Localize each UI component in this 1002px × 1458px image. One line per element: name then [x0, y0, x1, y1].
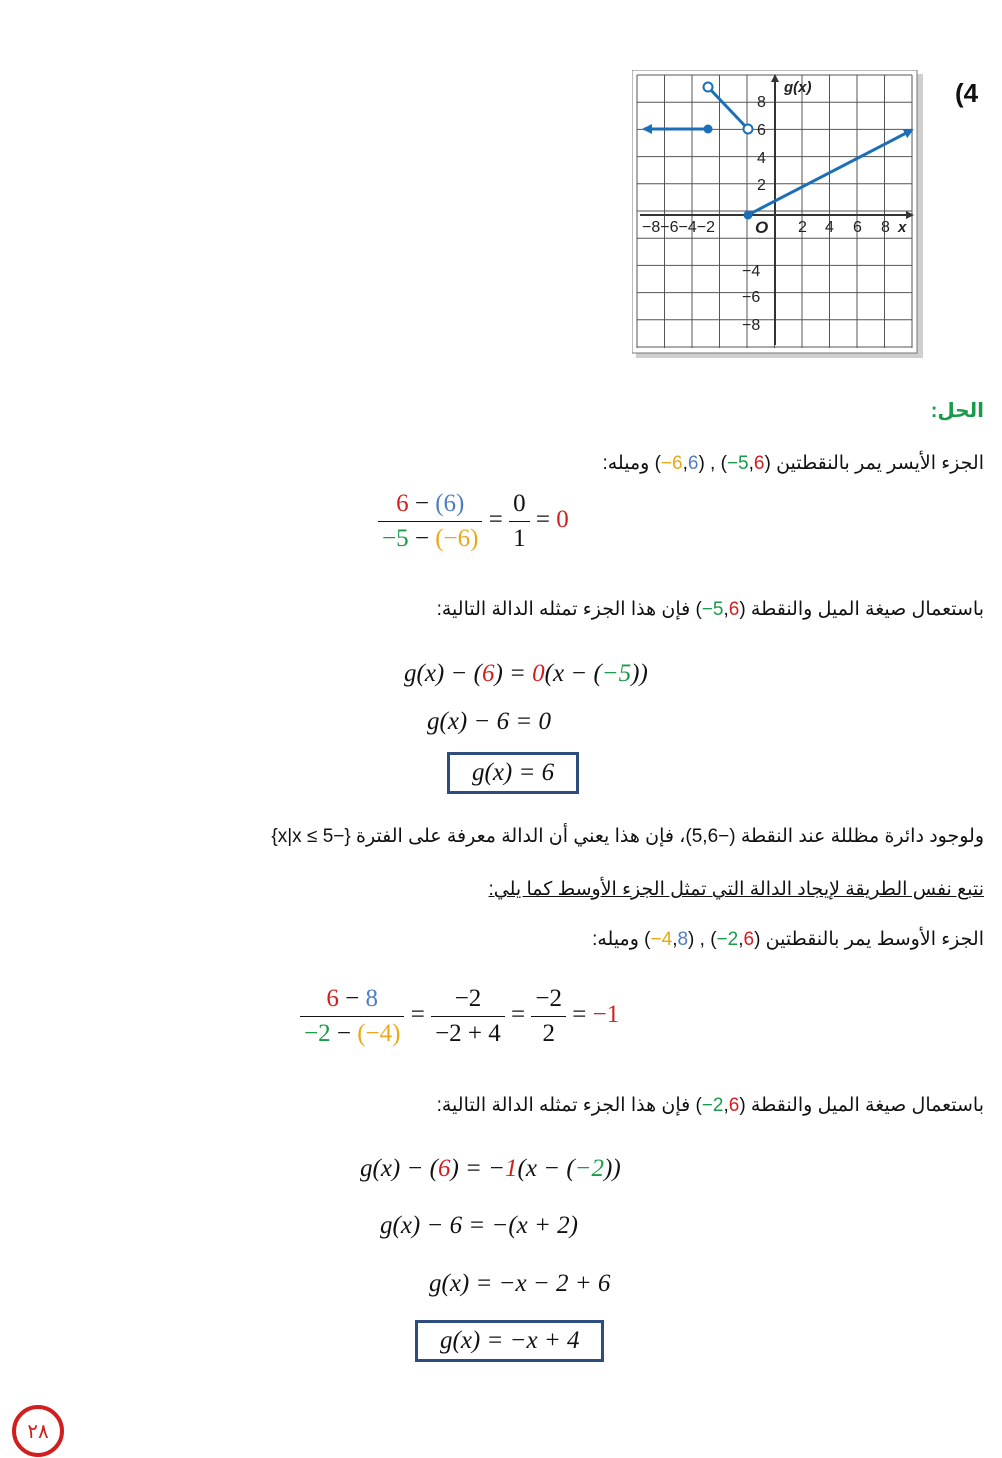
y-tick: 2 — [757, 177, 766, 194]
left-eq-1: g(x) − (6) = 0(x − (−5)) — [404, 660, 648, 687]
middle-eq-2: g(x) − 6 = −(x + 2) — [380, 1212, 578, 1239]
middle-slope-equation: $\frac{6 - 8}{-2 - (-4)}$ = $\frac{-2}{-2 + 4}$ = $\frac{-2}{2}$ = −1 — [300, 985, 619, 1048]
left-point-form-text: باستعمال صيغة الميل والنقطة (−5,6) فإن هذا الجزء تمثله الدالة التالية: — [436, 599, 984, 620]
middle-part-intro: الجزء الأوسط يمر بالنقطتين (−2,6) , (−4,8) وميله: — [592, 929, 984, 950]
left-final-answer-box: g(x) = 6 — [447, 752, 579, 794]
y-tick: 4 — [757, 150, 766, 167]
y-tick: −4 — [742, 263, 761, 280]
middle-eq-3: g(x) = −x − 2 + 6 — [429, 1270, 611, 1297]
origin-label: O — [755, 218, 769, 237]
domain-text: ولوجود دائرة مظللة عند النقطة (−5,6)، فإن هذا يعني أن الدالة معرفة على الفترة {−5 ≥ x|x} — [271, 826, 984, 847]
closed-point-right — [744, 211, 753, 220]
x-tick: 2 — [798, 219, 807, 236]
y-tick: 8 — [757, 94, 766, 111]
y-tick: −8 — [742, 317, 761, 334]
middle-intro: نتبع نفس الطريقة لإيجاد الدالة التي تمثل الجزء الأوسط كما يلي: — [488, 879, 984, 900]
solution-heading: الحل: — [930, 400, 984, 422]
function-graph — [632, 70, 927, 362]
closed-point-left — [704, 125, 713, 134]
open-point-top — [704, 83, 713, 92]
y-tick: 6 — [757, 122, 766, 139]
problem-number: (4 — [955, 78, 979, 108]
middle-point-form-text: باستعمال صيغة الميل والنقطة (−2,6) فإن هذا الجزء تمثله الدالة التالية: — [436, 1095, 984, 1116]
left-part-intro: الجزء الأيسر يمر بالنقطتين (−5,6) , (−6,6) وميله: — [602, 453, 984, 474]
x-tick: 4 — [825, 219, 834, 236]
x-axis-label: x — [898, 219, 907, 236]
x-tick: 6 — [853, 219, 862, 236]
middle-final-answer-box: g(x) = −x + 4 — [415, 1320, 604, 1362]
y-tick: −6 — [742, 289, 761, 306]
page-number-badge: ٢٨ — [12, 1405, 64, 1457]
y-axis-label: g(x) — [784, 79, 812, 96]
middle-eq-1: g(x) − (6) = −1(x − (−2)) — [360, 1155, 621, 1182]
x-tick: 8 — [881, 219, 890, 236]
left-eq-2: g(x) − 6 = 0 — [427, 708, 551, 735]
open-point-middle — [744, 125, 753, 134]
x-ticks-negative: −8−6−4−2 — [642, 219, 715, 236]
left-slope-equation: $\frac{6 - (6)}{-5 - (-6)}$ = $\frac{0}{1}$ = 0 — [378, 490, 569, 553]
